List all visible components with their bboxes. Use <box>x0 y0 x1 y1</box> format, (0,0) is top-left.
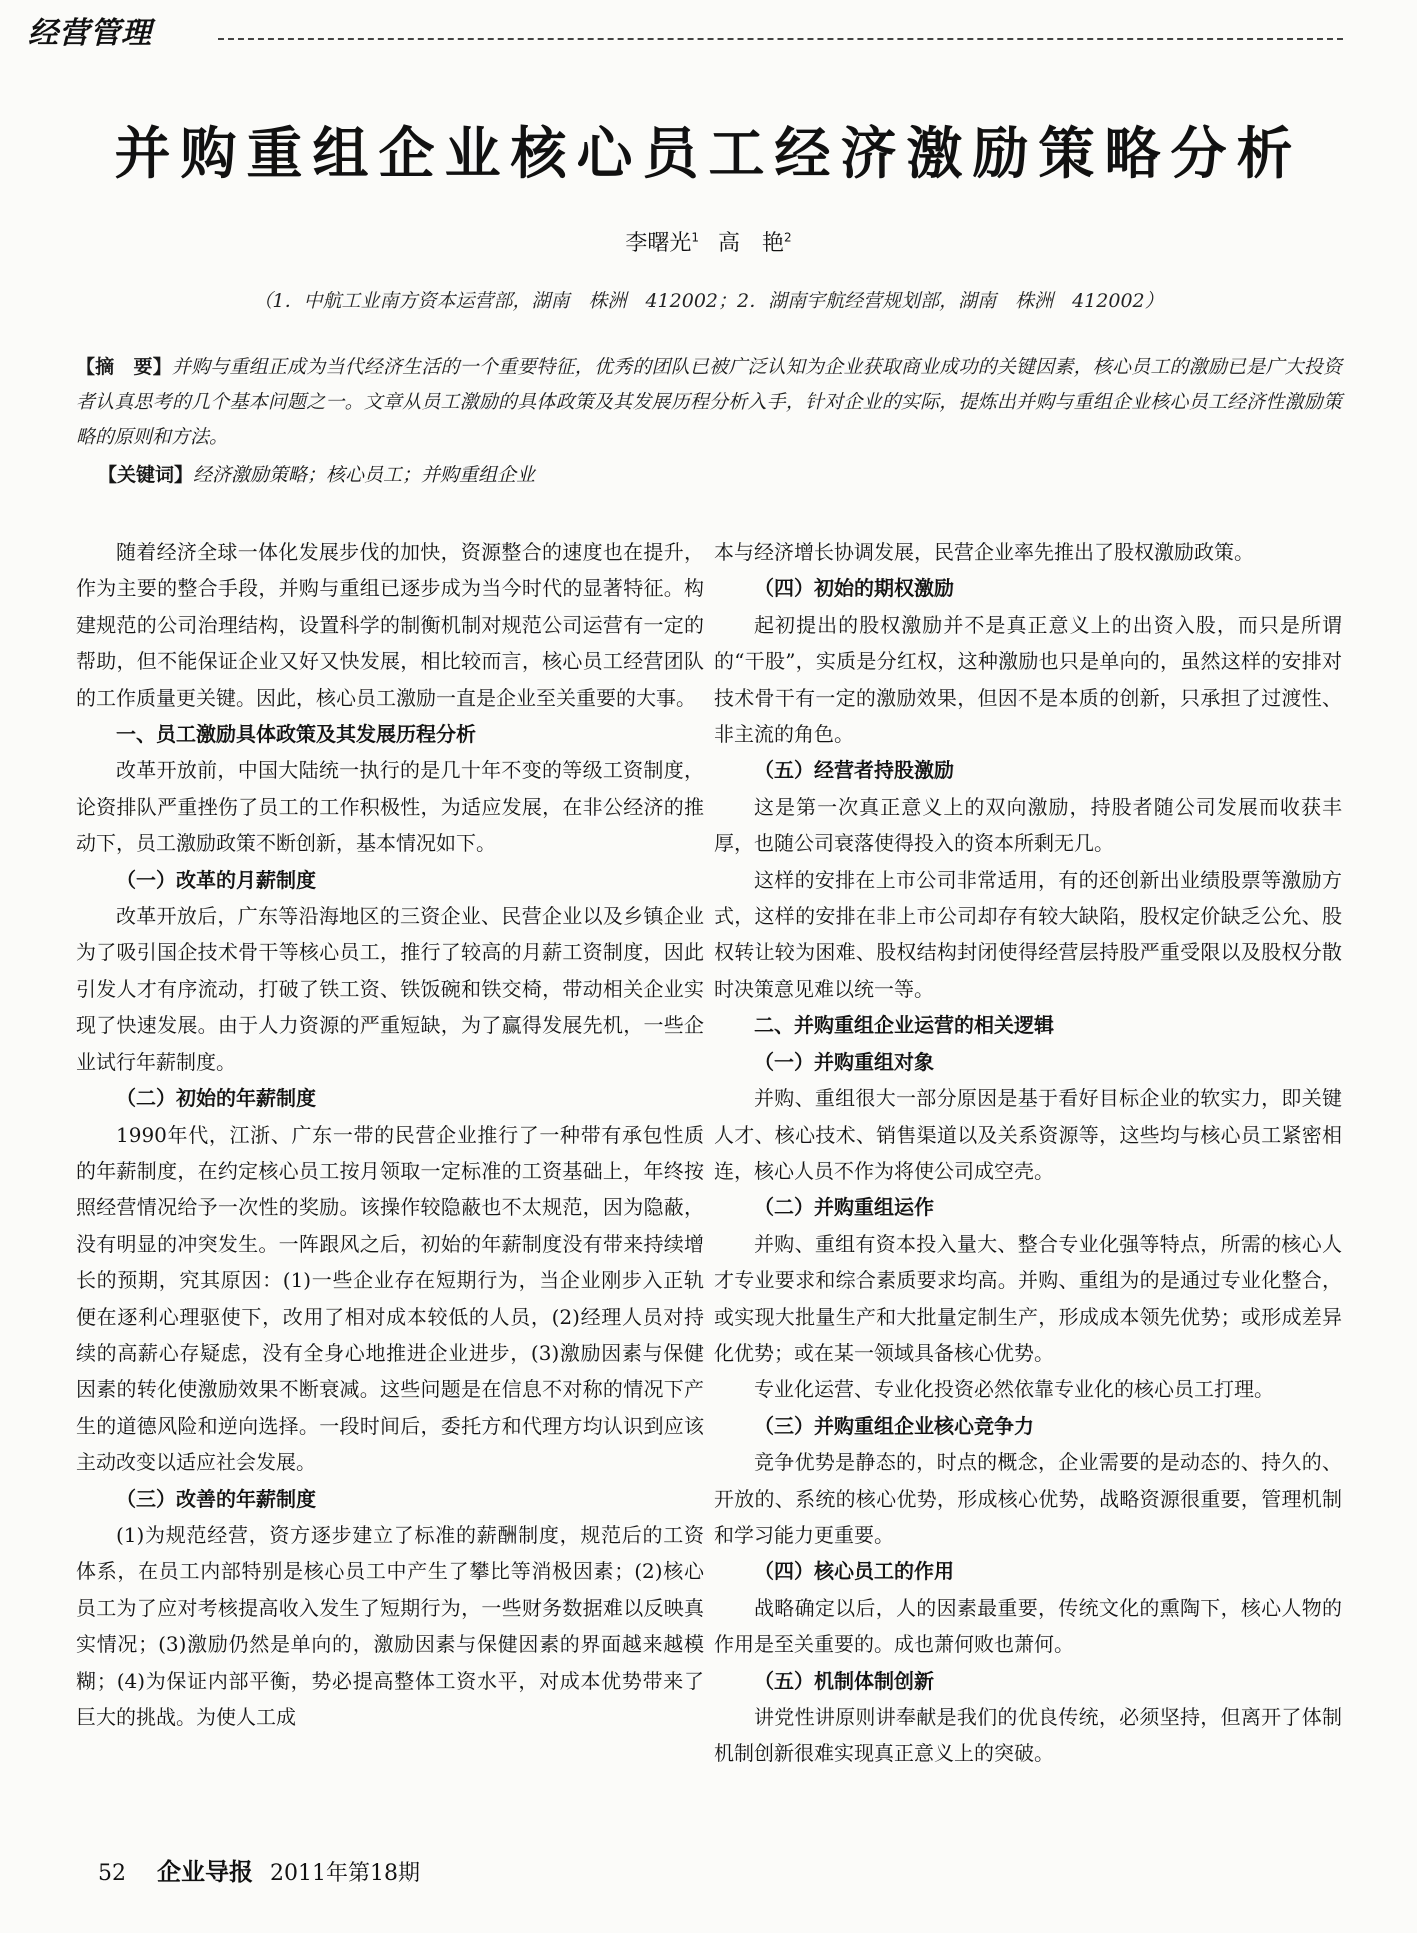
header-rule <box>218 38 1343 40</box>
paragraph-continued: 本与经济增长协调发展，民营企业率先推出了股权激励政策。 <box>714 540 1254 564</box>
section-heading: 一、员工激励具体政策及其发展历程分析 <box>116 722 476 747</box>
subsection-heading: （四）核心员工的作用 <box>754 1559 954 1584</box>
subsection-heading: （三）并购重组企业核心竞争力 <box>754 1413 1034 1438</box>
abstract-label: 【摘 要】 <box>76 356 172 378</box>
section-tag: 经营管理 <box>28 16 152 51</box>
paragraph: 竞争优势是静态的，时点的概念，企业需要的是动态的、持久的、开放的、系统的核心优势，形成核心优势，战略资源很重要，管理机制和学习能力更重要。 <box>714 1450 1342 1547</box>
keywords-label: 【关键词】 <box>98 464 194 486</box>
paragraph: (1)为规范经营，资方逐步建立了标准的薪酬制度，规范后的工资体系，在员工内部特别是核心员工中产生了攀比等消极因素；(2)核心员工为了应对考核提高收入发生了短期行为，一些财务数据难以反映真实情况；(3)激励仍然是单向的，激励因素与保健因素的界面越来越模糊；(4)为保证内部平衡，势必提高整体工资水平，对成本优势带来了巨大的挑战。为使人工成 <box>76 1522 704 1729</box>
paragraph: 专业化运营、专业化投资必然依靠专业化的核心员工打理。 <box>754 1377 1274 1402</box>
issue-label: 2011年第18期 <box>270 1861 420 1886</box>
left-column <box>76 534 704 1735</box>
page-number: 52 <box>98 1861 126 1886</box>
paragraph: 随着经济全球一体化发展步伐的加快，资源整合的速度也在提升，作为主要的整合手段，并购与重组已逐步成为当今时代的显著特征。构建规范的公司治理结构，设置科学的制衡机制对规范公司运营有一定的帮助，但不能保证企业又好又快发展，相比较而言，核心员工经营团队的工作质量更关键。因此，核心员工激励一直是企业至关重要的大事。 <box>76 540 704 710</box>
subsection-heading: （二）初始的年薪制度 <box>116 1086 316 1111</box>
paragraph: 并购、重组很大一部分原因是基于看好目标企业的软实力，即关键人才、核心技术、销售渠道以及关系资源等，这些均与核心员工紧密相连，核心人员不作为将使公司成空壳。 <box>714 1086 1342 1183</box>
subsection-heading: （一）改革的月薪制度 <box>116 867 316 892</box>
paragraph: 讲党性讲原则讲奉献是我们的优良传统，必须坚持，但离开了体制机制创新很难实现真正意义上的突破。 <box>714 1705 1342 1766</box>
paragraph: 这样的安排在上市公司非常适用，有的还创新出业绩股票等激励方式，这样的安排在非上市公司却存有较大缺陷，股权定价缺乏公允、股权转让较为困难、股权结构封闭使得经营层持股严重受限以及股权分散时决策意见难以统一等。 <box>714 867 1342 1001</box>
abstract-text: 并购与重组正成为当代经济生活的一个重要特征，优秀的团队已被广泛认知为企业获取商业成功的关键因素，核心员工的激励已是广大投资者认真思考的几个基本问题之一。文章从员工激励的具体政策及其发展历程分析入手，针对企业的实际，提炼出并购与重组企业核心员工经济性激励策略的原则和方法。 <box>76 356 1342 448</box>
subsection-heading: （五）机制体制创新 <box>754 1668 934 1693</box>
paragraph: 战略确定以后，人的因素最重要，传统文化的熏陶下，核心人物的作用是至关重要的。成也萧何败也萧何。 <box>714 1595 1342 1657</box>
page-footer <box>98 1852 420 1887</box>
article-title: 并购重组企业核心员工经济激励策略分析 <box>114 121 1303 187</box>
author-name: 李曙光$^1$ <box>625 230 699 256</box>
subsection-heading: （二）并购重组运作 <box>754 1195 934 1220</box>
author-name: 高 艳$^2$ <box>718 230 792 256</box>
paragraph: 改革开放后，广东等沿海地区的三资企业、民营企业以及乡镇企业为了吸引国企技术骨干等核心员工，推行了较高的月薪工资制度，因此引发人才有序流动，打破了铁工资、铁饭碗和铁交椅，带动相关企业实现了快速发展。由于人力资源的严重短缺，为了赢得发展先机，一些企业试行年薪制度。 <box>76 904 704 1074</box>
keywords <box>98 458 1338 493</box>
subsection-heading: （三）改善的年薪制度 <box>116 1486 316 1511</box>
affiliation: （1．中航工业南方资本运营部，湖南 株洲 412002；2．湖南宇航经营规划部，湖南 株洲 412002） <box>253 290 1164 312</box>
author-line <box>0 226 1417 257</box>
subsection-heading: （五）经营者持股激励 <box>754 758 954 783</box>
paragraph: 起初提出的股权激励并不是真正意义上的出资入股，而只是所谓的“干股”，实质是分红权，这种激励也只是单向的，虽然这样的安排对技术骨干有一定的激励效果，但因不是本质的创新，只承担了过渡性、非主流的角色。 <box>714 612 1342 747</box>
section-heading: 二、并购重组企业运营的相关逻辑 <box>754 1013 1054 1038</box>
journal-name: 企业导报 <box>157 1858 253 1886</box>
paragraph: 这是第一次真正意义上的双向激励，持股者随公司发展而收获丰厚，也随公司衰落使得投入的资本所剩无几。 <box>714 794 1342 856</box>
keywords-text: 经济激励策略；核心员工；并购重组企业 <box>193 464 536 486</box>
abstract <box>76 350 1342 455</box>
subsection-heading: （四）初始的期权激励 <box>754 576 954 601</box>
paragraph: 并购、重组有资本投入量大、整合专业化强等特点，所需的核心人才专业要求和综合素质要求均高。并购、重组为的是通过专业化整合，或实现大批量生产和大批量定制生产，形成成本领先优势；或形成差异化优势；或在某一领域具备核心优势。 <box>714 1231 1342 1365</box>
subsection-heading: （一）并购重组对象 <box>754 1049 934 1074</box>
right-column <box>714 534 1342 1772</box>
paragraph: 1990年代，江浙、广东一带的民营企业推行了一种带有承包性质的年薪制度，在约定核心员工按月领取一定标准的工资基础上，年终按照经营情况给予一次性的奖励。该操作较隐蔽也不太规范，因为隐蔽，没有明显的冲突发生。一阵跟风之后，初始的年薪制度没有带来持续增长的预期，究其原因：(1)一些企业存在短期行为，当企业刚步入正轨便在逐利心理驱使下，改用了相对成本较低的人员，(2)经理人员对持续的高薪心存疑虑，没有全身心地推进企业进步，(3)激励因素与保健因素的转化使激励效果不断衰减。这些问题是在信息不对称的情况下产生的道德风险和逆向选择。一段时间后，委托方和代理方均认识到应该主动改变以适应社会发展。 <box>76 1122 704 1475</box>
paragraph: 改革开放前，中国大陆统一执行的是几十年不变的等级工资制度，论资排队严重挫伤了员工的工作积极性，为适应发展，在非公经济的推动下，员工激励政策不断创新，基本情况如下。 <box>76 758 704 856</box>
running-header <box>28 8 1328 50</box>
